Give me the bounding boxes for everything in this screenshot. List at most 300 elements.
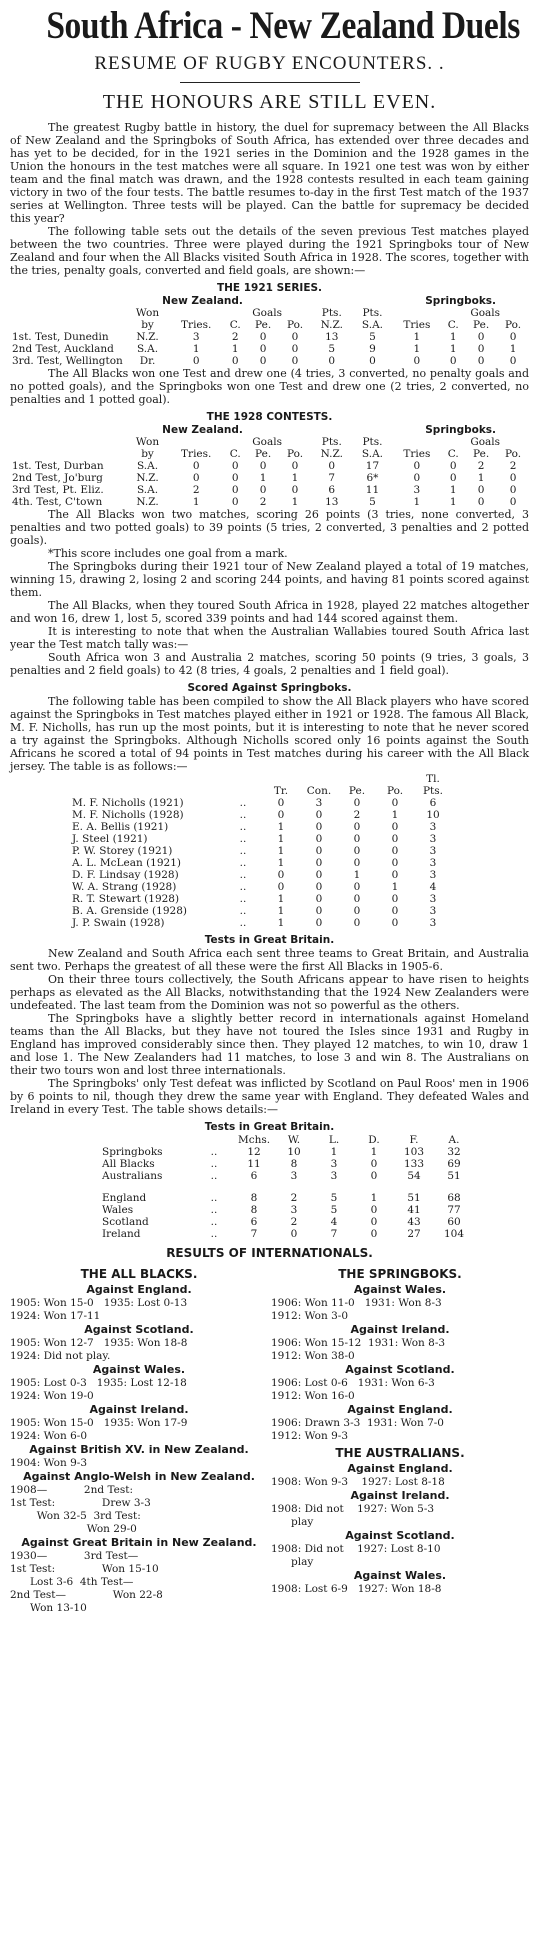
table-cell: 0 (391, 833, 399, 845)
table-row (100, 1228, 474, 1240)
table-cell: 0 (291, 460, 299, 472)
table-cell: 3 (429, 869, 437, 881)
table-cell: 7 (330, 1228, 338, 1240)
header-cell: Tries (403, 448, 431, 460)
result-line: 1908: Did not 1927: Lost 8-10 (271, 1543, 441, 1555)
table-cell: 0 (291, 355, 299, 367)
table-cell: 69 (447, 1158, 461, 1170)
table-cell: 0 (291, 331, 299, 343)
header-cell: L. (328, 1134, 340, 1146)
table-row (70, 869, 452, 881)
table-cell: 0 (277, 797, 285, 809)
table-cell: 0 (391, 869, 399, 881)
result-line: 1924: Won 19-0 (10, 1390, 94, 1402)
table-row (10, 484, 529, 496)
series-1928-title: THE 1928 CONTESTS. (206, 411, 333, 423)
table-cell: 0 (231, 355, 239, 367)
header-cell: Tries. (181, 448, 212, 460)
table-cell: 2 (290, 1192, 298, 1204)
table-cell: 0 (477, 355, 485, 367)
table-row (10, 496, 529, 508)
table-cell: All Blacks (102, 1158, 155, 1170)
table-cell: 43 (407, 1216, 421, 1228)
header-cell: C. (229, 319, 241, 331)
sb-label: Springboks. (425, 295, 497, 307)
result-line: 1st Test: Drew 3-3 (10, 1497, 151, 1509)
table-row (70, 857, 452, 869)
series-1921-note: The All Blacks won one Test and drew one (4 tries, 3 converted, no penalty goals and no potted goals), and the Springboks won one Test and drew one (2 tries, 2 converted, no penalties and 1 potted goal). (10, 367, 529, 406)
header-cell: Po. (504, 448, 522, 460)
table-cell: 3 (330, 1170, 338, 1182)
britain-title: Tests in Great Britain. (204, 934, 335, 946)
divider (180, 82, 360, 83)
table-cell: 2 (192, 484, 200, 496)
result-line: 1908— 2nd Test: (10, 1484, 133, 1496)
table-cell: P. W. Storey (1921) (72, 845, 173, 857)
table-cell: 77 (447, 1204, 461, 1216)
table-cell: 0 (449, 460, 457, 472)
table-cell: 0 (353, 797, 361, 809)
table-cell: 6 (250, 1216, 258, 1228)
table-cell: 0 (391, 797, 399, 809)
table-cell: 5 (330, 1192, 338, 1204)
scorers-header (70, 785, 452, 797)
spacer-row (100, 1182, 474, 1192)
result-line: Lost 3-6 4th Test— (10, 1576, 134, 1588)
header-cell (262, 773, 300, 785)
table-cell: 11 (247, 1158, 261, 1170)
table-cell: 103 (403, 1146, 425, 1158)
header-cell: Po. (504, 319, 522, 331)
paragraph: The Springboks' only Test defeat was inflicted by Scotland on Paul Roos' men in 1906 by 6 points to nil, though they drew the same year with England. They defeated Wales and Ireland in every Test. The table shows details:— (10, 1077, 529, 1116)
result-line: 1906: Won 15-12 1931: Won 8-3 (271, 1337, 446, 1349)
header-cell: Tl. (426, 773, 440, 785)
table-row (70, 845, 452, 857)
scored-title: Scored Against Springboks. (187, 682, 352, 694)
table-cell: Wales (102, 1204, 134, 1216)
table-row (70, 797, 452, 809)
table-cell: 5 (328, 343, 336, 355)
table-cell: 0 (370, 1216, 378, 1228)
result-heading: Against Scotland. (84, 1323, 194, 1336)
table-cell: N.Z. (136, 331, 159, 343)
table-cell: 1 (391, 809, 399, 821)
table-cell: 4 (429, 881, 437, 893)
result-line: 1924: Won 17-11 (10, 1310, 101, 1322)
table-cell: 0 (315, 857, 323, 869)
result-line: 1905: Won 12-7 1935: Won 18-8 (10, 1337, 188, 1349)
table-cell: 0 (369, 355, 376, 367)
table-cell: B. A. Grenside (1928) (72, 905, 187, 917)
britain-table (100, 1134, 474, 1240)
table-cell: .. (210, 1216, 218, 1228)
table-cell: 0 (259, 343, 267, 355)
table-cell: 5 (369, 331, 376, 343)
table-row (10, 343, 529, 355)
table-cell: 32 (447, 1146, 461, 1158)
result-line: 1908: Did not 1927: Won 5-3 (271, 1503, 435, 1515)
header-cell: Mchs. (237, 1134, 271, 1146)
subheadline: RESUME OF RUGBY ENCOUNTERS. . (94, 53, 445, 74)
table-cell: .. (239, 893, 247, 905)
table-cell: 17 (365, 460, 380, 472)
table-cell: 5 (369, 496, 376, 508)
result-line: 1906: Won 11-0 1931: Won 8-3 (271, 1297, 442, 1309)
table-row (100, 1216, 474, 1228)
table-cell: 1 (277, 857, 285, 869)
all-blacks-results (10, 1264, 268, 1615)
table-cell: 1 (477, 472, 485, 484)
result-heading: Against England. (86, 1283, 192, 1296)
result-line: 1912: Won 16-0 (271, 1390, 355, 1402)
result-line: 1906: Lost 0-6 1931: Won 6-3 (271, 1377, 435, 1389)
table-row (10, 331, 529, 343)
table-cell: 10 (287, 1146, 301, 1158)
table-cell: 0 (391, 857, 399, 869)
header-cell: W. (287, 1134, 301, 1146)
header-cell: Con. (306, 785, 332, 797)
result-heading: Against Anglo-Welsh in New Zealand. (23, 1470, 255, 1483)
table-cell: 3 (330, 1158, 338, 1170)
table-cell: 104 (443, 1228, 465, 1240)
table-cell: 9 (369, 343, 376, 355)
result-line: 1906: Drawn 3-3 1931: Won 7-0 (271, 1417, 444, 1429)
table-cell: 1 (391, 881, 399, 893)
table-cell: 1 (330, 1146, 338, 1158)
table-cell: 3 (429, 905, 437, 917)
result-heading: Against Great Britain in New Zealand. (21, 1536, 257, 1549)
paragraph: The All Blacks, when they toured South Africa in 1928, played 22 matches altogether and won 16, drew 1, lost 5, scored 339 points and had 144 scored against them. (10, 599, 529, 625)
table-cell: 1 (192, 343, 200, 355)
table-cell: 133 (403, 1158, 425, 1170)
table-cell: 0 (413, 472, 421, 484)
table-cell: 0 (315, 833, 323, 845)
table-row (70, 833, 452, 845)
table-cell: 1 (449, 484, 457, 496)
table-cell: 54 (407, 1170, 421, 1182)
table-cell: 0 (353, 857, 361, 869)
table-cell: Springboks (102, 1146, 163, 1158)
result-line: Won 13-10 (10, 1602, 87, 1614)
header-cell (224, 773, 262, 785)
table-cell: R. T. Stewart (1928) (72, 893, 180, 905)
table-row (70, 809, 452, 821)
header-cell: S.A. (361, 319, 383, 331)
table-cell: 7 (250, 1228, 258, 1240)
table-row (10, 472, 529, 484)
table-cell: 2 (353, 809, 361, 821)
table-cell: 3 (290, 1170, 298, 1182)
table-cell: 0 (509, 472, 517, 484)
header-cell: by (141, 448, 154, 460)
header-cell: Pe. (348, 785, 366, 797)
table-row (70, 821, 452, 833)
result-line: play (271, 1516, 314, 1528)
table-cell: 3 (290, 1204, 298, 1216)
table-cell: 0 (290, 1228, 298, 1240)
table-cell: 2 (477, 460, 485, 472)
header-cell: Po. (386, 785, 404, 797)
header-cell: S.A. (361, 448, 383, 460)
table-cell: M. F. Nicholls (1921) (72, 797, 184, 809)
header-cell: Tr. (273, 785, 289, 797)
result-heading: Against Scotland. (345, 1529, 455, 1542)
table-cell: 0 (449, 355, 457, 367)
table-cell: 1 (370, 1192, 378, 1204)
table-row (100, 1146, 474, 1158)
table-cell: 0 (413, 460, 421, 472)
table-cell: 0 (277, 809, 285, 821)
table-cell: 8 (250, 1204, 258, 1216)
table-cell: 1 (259, 472, 267, 484)
table-cell: 0 (370, 1204, 378, 1216)
table-cell: 0 (391, 821, 399, 833)
header-cell: Pe. (473, 448, 490, 460)
table-cell: 0 (315, 845, 323, 857)
result-heading: Against Wales. (353, 1283, 447, 1296)
table-cell: 10 (426, 809, 440, 821)
header-cell: Pe. (255, 319, 272, 331)
table-cell: 3 (429, 857, 437, 869)
series-1928-table: New Zealand. Springboks. Won Goals Pts. Pts. Goals by Tries. C. Pe. Po. N.Z. S.A. Tries C. Pe. Po. 1st. Test, Durban S.A. 0 0 0 0 0 17 0 0 2 2 2nd Test, Jo'burg N.Z. 0 0 1 1 7 6* 0 0 1 0 3rd Test, Pt. Eliz. S.A. 2 0 0 0 6 11 3 1 0 0 4th. Test, C'town N.Z. 1 0 2 1 13 5 1 1 0 0 (10, 424, 529, 508)
table-cell: 1 (449, 343, 457, 355)
table-cell: 1 (231, 343, 239, 355)
table-cell: 0 (391, 905, 399, 917)
table-cell: .. (210, 1192, 218, 1204)
result-heading: Against Wales. (92, 1363, 186, 1376)
table-cell: .. (210, 1170, 218, 1182)
table-cell: 0 (353, 845, 361, 857)
table-cell: N.Z. (136, 472, 159, 484)
table-cell: 3 (429, 917, 437, 929)
table-row (100, 1204, 474, 1216)
table-cell: 0 (328, 460, 336, 472)
paragraph: The All Blacks won two matches, scoring 26 points (3 tries, none converted, 3 penalties and two potted goals) to 39 points (5 tries, 2 converted, 3 penalties and 2 potted goals). (10, 508, 529, 547)
result-line: Won 32-5 3rd Test: (10, 1510, 141, 1522)
intro-paragraph-2: The following table sets out the details of the seven previous Test matches played between the two countries. Three were played during the 1921 Springboks tour of New Zealand and four when the All Blacks visited South Africa in 1928. The scores, together with the tries, penalty goals, converted and field goals, are shown:— (10, 225, 529, 277)
header-cell: Tries (403, 319, 431, 331)
result-line: Won 29-0 (10, 1523, 137, 1535)
header-cell: C. (229, 448, 241, 460)
table-row (100, 1158, 474, 1170)
header-cell: C. (447, 319, 459, 331)
table-cell: .. (210, 1158, 218, 1170)
series-1921-title: THE 1921 SERIES. (216, 282, 323, 294)
springboks-heading: THE SPRINGBOKS. (338, 1267, 462, 1281)
paragraph: It is interesting to note that when the Australian Wallabies toured South Africa last year the Test match tally was:— (10, 625, 529, 651)
table-cell: W. A. Strang (1928) (72, 881, 177, 893)
table-cell: .. (210, 1204, 218, 1216)
table-cell: 0 (315, 869, 323, 881)
table-cell: J. Steel (1921) (72, 833, 148, 845)
table-cell: 11 (365, 484, 380, 496)
table-cell: 2nd Test, Jo'burg (12, 472, 103, 484)
table-cell: 0 (231, 460, 239, 472)
table-cell: 3 (429, 833, 437, 845)
table-row (100, 1192, 474, 1204)
table-cell: 5 (330, 1204, 338, 1216)
table-cell: 0 (353, 881, 361, 893)
table-cell: 1 (413, 331, 421, 343)
table-cell: 7 (328, 472, 336, 484)
table-cell: 3 (429, 821, 437, 833)
table-cell: 0 (192, 472, 200, 484)
table-cell: .. (210, 1228, 218, 1240)
header-cell: F. (409, 1134, 419, 1146)
table-cell: 1 (370, 1146, 378, 1158)
table-cell: 0 (391, 917, 399, 929)
header-cell (194, 1134, 234, 1146)
paragraph: New Zealand and South Africa each sent three teams to Great Britain, and Australia sent two. Perhaps the greatest of all these were the first All Blacks in 1905-6. (10, 947, 529, 973)
table-cell: 1 (277, 893, 285, 905)
table-cell: 3rd. Test, Wellington (12, 355, 123, 367)
header-cell: N.Z. (320, 448, 343, 460)
header-cell (100, 1134, 194, 1146)
table-row (70, 917, 452, 929)
table-cell: 6* (366, 472, 379, 484)
table-cell: 0 (328, 355, 336, 367)
table-cell: .. (239, 869, 247, 881)
table-cell: 12 (247, 1146, 261, 1158)
table-cell: 2nd Test, Auckland (12, 343, 114, 355)
scorers-header (70, 773, 452, 785)
table-cell: 0 (315, 881, 323, 893)
table-cell: 1 (277, 845, 285, 857)
table-cell: 6 (250, 1170, 258, 1182)
header-cell (300, 773, 338, 785)
results-title: RESULTS OF INTERNATIONALS. (166, 1246, 373, 1260)
table-row (70, 905, 452, 917)
paragraph: The Springboks have a slightly better record in internationals against Homeland teams than the All Blacks, but they have not toured the Isles since 1931 and Rugby in England has improved considerably since then. They played 12 matches, to win 10, draw 1 and lose 1. The New Zealanders had 11 matches, to lose 3 and win 8. The Australians on their two tours won and lost three internationals. (10, 1012, 529, 1077)
result-heading: Against Scotland. (345, 1363, 455, 1376)
table-cell: 1st. Test, Dunedin (12, 331, 109, 343)
table-cell: S.A. (136, 460, 159, 472)
header-cell (70, 773, 224, 785)
table-cell: 0 (259, 484, 267, 496)
table-cell: 3 (315, 797, 323, 809)
result-heading: Against Ireland. (350, 1323, 450, 1336)
result-heading: Against England. (347, 1462, 453, 1475)
table-cell: 3 (192, 331, 200, 343)
header-cell: C. (447, 448, 459, 460)
table-cell: 0 (259, 331, 267, 343)
table-cell: 0 (315, 809, 323, 821)
table-row (70, 881, 452, 893)
table-row (10, 460, 529, 472)
table-cell: 1 (449, 331, 457, 343)
header-cell (224, 785, 262, 797)
result-line: 1924: Did not play. (10, 1350, 111, 1362)
header-cell: Po. (286, 448, 304, 460)
table-cell: A. L. McLean (1921) (72, 857, 181, 869)
paragraph: On their three tours collectively, the South Africans appear to have risen to heights perhaps as elevated as the All Blacks, notwithstanding that the 1924 New Zealanders were undefeated. The last team from the Dominion was not so powerful as the others. (10, 973, 529, 1012)
result-heading: Against England. (347, 1403, 453, 1416)
springboks-results (271, 1264, 529, 1615)
table-cell: .. (239, 845, 247, 857)
table-cell: 4th. Test, C'town (12, 496, 103, 508)
table-cell: 51 (447, 1170, 461, 1182)
table-cell: 0 (370, 1158, 378, 1170)
header-cell: Tries. (181, 319, 212, 331)
table-cell: 0 (353, 833, 361, 845)
table-cell: 0 (477, 484, 485, 496)
scored-paragraph: The following table has been compiled to show the All Black players who have scored against the Springboks in Test matches played either in 1921 or 1928. The famous All Black, M. F. Nicholls, has run up the most points, but it is interesting to note that he never scored a try against the Springboks. Although Nicholls scored only 16 points against the South Africans he scored a total of 94 points in Test matches during his career with the All Black jersey. The table is as follows:— (10, 695, 529, 773)
table-cell: 0 (277, 881, 285, 893)
table-cell: 0 (291, 343, 299, 355)
table-cell: 6 (429, 797, 437, 809)
table-cell: 1 (291, 472, 299, 484)
table-cell: 0 (477, 343, 485, 355)
paragraph: *This score includes one goal from a mark. (48, 547, 288, 560)
paragraph: South Africa won 3 and Australia 2 matches, scoring 50 points (9 tries, 3 goals, 3 penalties and 2 field goals) to 42 (8 tries, 4 goals, 2 penalties and 1 field goal). (10, 651, 529, 677)
table-cell: 1 (291, 496, 299, 508)
table-cell: 0 (315, 821, 323, 833)
result-heading: Against Wales. (353, 1569, 447, 1582)
table-cell: 0 (353, 905, 361, 917)
header-cell (10, 319, 126, 331)
result-line: 1905: Won 15-0 1935: Lost 0-13 (10, 1297, 188, 1309)
scorers-table (70, 773, 452, 929)
table-cell: 3 (429, 845, 437, 857)
table-cell: .. (239, 857, 247, 869)
table-cell: 2 (231, 331, 239, 343)
result-heading: Against Ireland. (350, 1489, 450, 1502)
result-line: 1924: Won 6-0 (10, 1430, 88, 1442)
table-cell: 1 (509, 343, 517, 355)
table-cell: D. F. Lindsay (1928) (72, 869, 179, 881)
table-cell: 0 (315, 893, 323, 905)
table-row (70, 893, 452, 905)
table-cell: 1 (413, 343, 421, 355)
table-cell: Australians (102, 1170, 163, 1182)
table-cell: M. F. Nicholls (1928) (72, 809, 184, 821)
table-cell: 0 (291, 484, 299, 496)
britain-table-title: Tests in Great Britain. (204, 1121, 335, 1133)
table-cell: 8 (290, 1158, 298, 1170)
table-cell: 68 (447, 1192, 461, 1204)
table-cell: .. (239, 797, 247, 809)
table-cell: 0 (370, 1228, 378, 1240)
result-line: play (271, 1556, 314, 1568)
paragraph: The Springboks during their 1921 tour of New Zealand played a total of 19 matches, winning 15, drawing 2, losing 2 and scoring 244 points, and having 81 points scored against them. (10, 560, 529, 599)
header-cell: N.Z. (320, 319, 343, 331)
table-cell: 0 (231, 472, 239, 484)
table-cell: 3 (429, 893, 437, 905)
table-cell: 0 (259, 460, 267, 472)
table-cell: 3rd Test, Pt. Eliz. (12, 484, 104, 496)
series-1928-header (10, 448, 529, 460)
table-cell: 0 (413, 355, 421, 367)
series-1928-paragraphs (10, 508, 529, 677)
table-cell: Ireland (102, 1228, 141, 1240)
header-cell (70, 785, 224, 797)
table-cell: 1 (413, 496, 421, 508)
table-cell: 6 (328, 484, 336, 496)
table-cell: 0 (477, 331, 485, 343)
table-cell: .. (239, 821, 247, 833)
table-cell: 0 (315, 905, 323, 917)
series-1921-header (10, 319, 529, 331)
header-cell: by (141, 319, 154, 331)
all-blacks-heading: THE ALL BLACKS. (80, 1267, 198, 1281)
table-cell: 2 (509, 460, 517, 472)
britain-header (100, 1134, 474, 1146)
table-cell: 2 (259, 496, 267, 508)
table-cell: .. (239, 905, 247, 917)
table-row (10, 355, 529, 367)
table-cell: 0 (391, 893, 399, 905)
header-cell: Po. (286, 319, 304, 331)
